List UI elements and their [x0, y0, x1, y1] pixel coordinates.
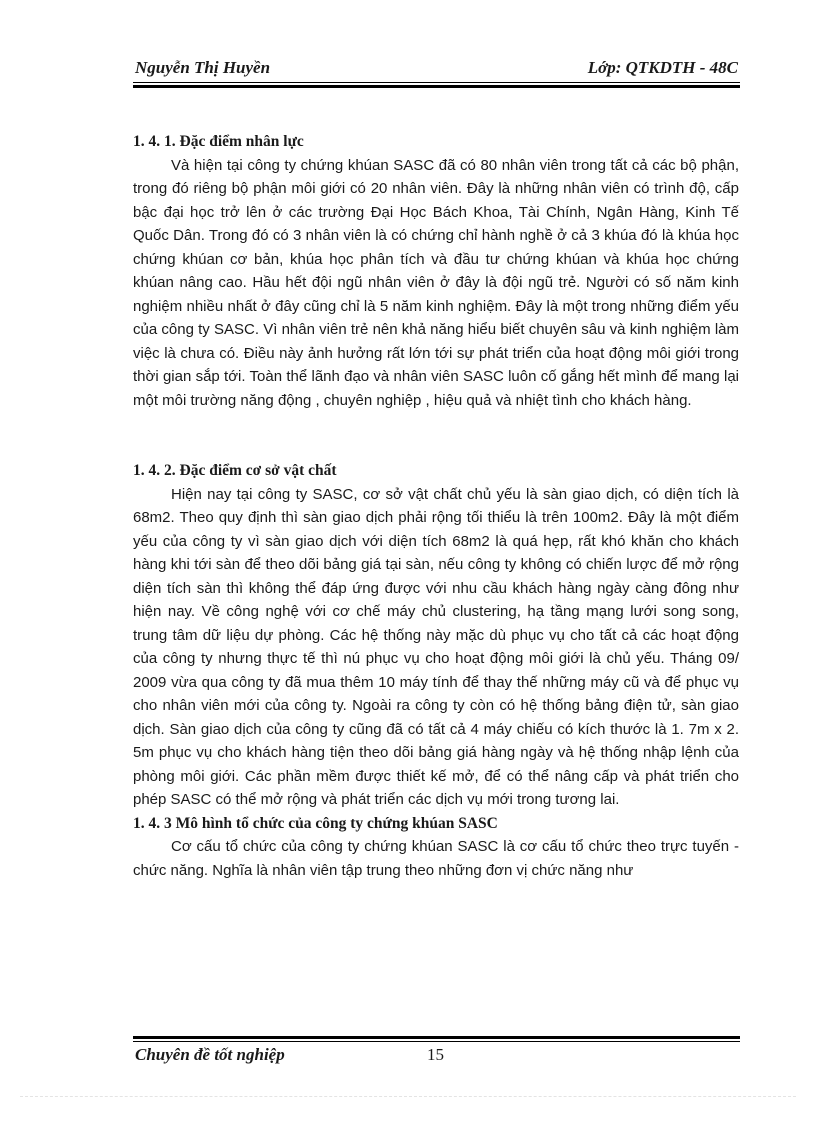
section-1-4-1 [133, 130, 739, 412]
section-heading: 1. 4. 1. Đặc điểm nhân lực [133, 133, 304, 150]
section-1-4-2 [133, 459, 739, 812]
footer-title: Chuyên đề tốt nghiệp [135, 1045, 285, 1064]
page-edge-divider [20, 1096, 796, 1097]
paragraph: Hiện nay tại công ty SASC, cơ sở vật chất chủ yếu là sàn giao dịch, có diện tích là 68m2. Theo quy định thì sàn giao dịch phải rộng tối thiểu là trên 100m2. Đây là một điểm yếu của công ty vì sàn giao dịch với diện tích 68m2 là quá hẹp, rất khó khăn cho khách hàng khi tới sàn để theo dõi bảng giá tại sàn, nếu công ty không có chiến lược để mở rộng diện tích sàn thì không thể đáp ứng được với nhu cầu khách hàng ngày càng đông như hiện nay. Về công nghệ với cơ chế máy chủ clustering, hạ tầng mạng lưới song song, trung tâm dữ liệu dự phòng. Các hệ thống này mặc dù phục vụ cho tất cả các hoạt động của công ty nhưng thực tế thì nú phục vụ cho hoạt động môi giới là chủ yếu. Tháng 09/ 2009 vừa qua công ty đã mua thêm 10 máy tính để thay thế những máy cũ và để phục vụ cho nhân viên mới của công ty. Ngoài ra công ty còn có hệ thống bảng điện tử, sàn giao dịch. Sàn giao dịch của công ty cũng đã có tất cả 4 máy chiếu có kích thước là 1. 7m x 2. 5m phục vụ cho khách hàng tiện theo dõi bảng giá hàng ngày và hệ thống nhập lệnh của phòng môi giới. Các phần mềm được thiết kế mở, để có thể nâng cấp và phát triển cho phép SASC có thể mở rộng và phát triển các dịch vụ mới trong tương lai. [133, 485, 739, 808]
header-author: Nguyễn Thị Huyền [135, 58, 271, 77]
page-number: 15 [427, 1045, 444, 1064]
page-footer [133, 1043, 740, 1067]
paragraph: Cơ cấu tổ chức của công ty chứng khúan SASC là cơ cấu tổ chức theo trực tuyến - chức năng. Nghĩa là nhân viên tập trung theo những đơn vị chức năng như [133, 838, 739, 879]
page-header [133, 56, 740, 82]
section-spacer [133, 412, 739, 459]
footer-rule-thin [133, 1041, 740, 1042]
section-1-4-3 [133, 812, 739, 883]
page-body [133, 130, 739, 882]
header-rule-thin [133, 82, 740, 83]
section-heading: 1. 4. 3 Mô hình tổ chức của công ty chứng khúan SASC [133, 814, 498, 832]
paragraph: Và hiện tại công ty chứng khúan SASC đã có 80 nhân viên trong tất cả các bộ phận, trong đó riêng bộ phận môi giới có 20 nhân viên. Đây là những nhân viên có trình độ, cấp bậc đại học trở lên ở các trường Đại Học Bách Khoa, Tài Chính, Ngân Hàng, Kinh Tế Quốc Dân. Trong đó có 3 nhân viên là có chứng chỉ hành nghề ở cả 3 khúa đó là khúa học chứng khúan cơ bản, khúa học phân tích và đầu tư chứng khúan và khúa học chứng khúan nâng cao. Hầu hết đội ngũ nhân viên ở đây là đội ngũ trẻ. Người có số năm kinh nghiệm nhiều nhất ở đây cũng chỉ là 5 năm kinh nghiệm. Đây là một trong những điểm yếu của công ty SASC. Vì nhân viên trẻ nên khả năng hiểu biết chuyên sâu và kinh nghiệm làm việc là chưa có. Điều này ảnh hưởng rất lớn tới sự phát triển của hoạt động môi giới trong thời gian sắp tới. Toàn thể lãnh đạo và nhân viên SASC luôn cố gắng hết mình để mang lại một môi trường năng động , chuyên nghiệp , hiệu quả và nhiệt tình cho khách hàng. [133, 156, 739, 409]
section-heading: 1. 4. 2. Đặc điểm cơ sở vật chất [133, 462, 337, 479]
header-class: Lớp: QTKDTH - 48C [587, 58, 738, 77]
header-rule-thick [133, 85, 740, 88]
footer-rule-thick [133, 1036, 740, 1039]
